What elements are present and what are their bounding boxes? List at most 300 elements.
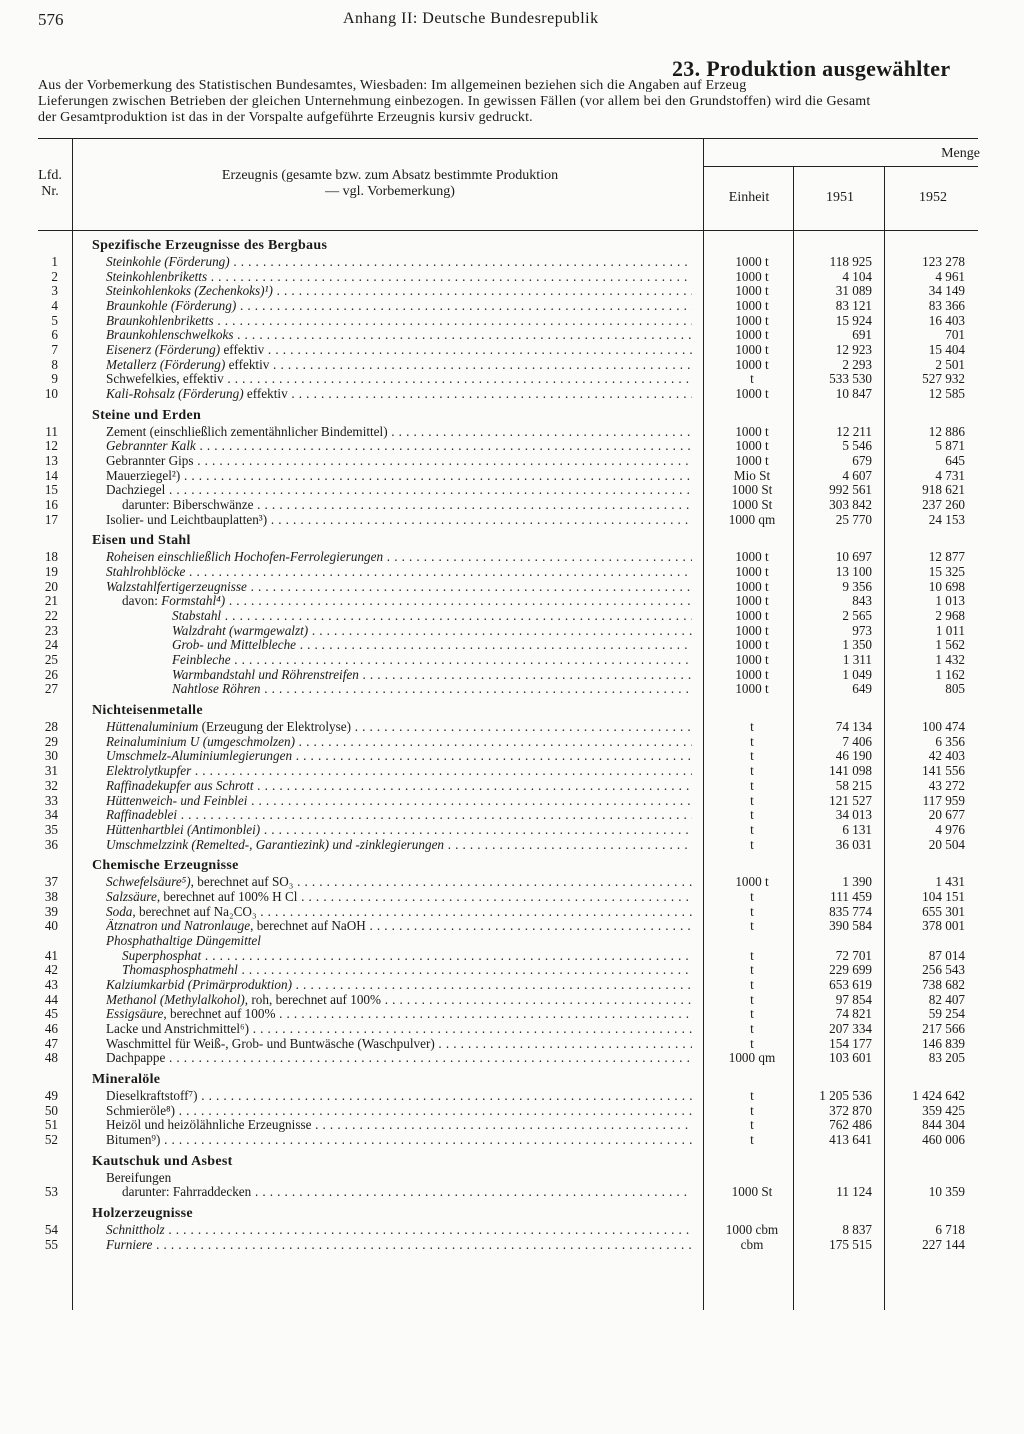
value-1952: 10 359 [928,1184,965,1200]
table-row [0,387,1024,402]
product-name: Feinbleche [172,653,231,668]
unit-cell: 1000 t [735,874,769,890]
value-1951: 2 293 [842,356,872,372]
value-1951: 12 211 [836,423,872,439]
table-row [0,624,1024,639]
value-1951: 1 390 [842,874,872,890]
product-label [106,1022,692,1037]
product-label [106,1037,692,1052]
table-row [0,1007,1024,1022]
unit-cell: t [750,1035,754,1051]
value-1951: 413 641 [829,1131,872,1147]
product-name: Steinkohlenkoks (Zechenkoks)¹) [106,284,273,299]
unit-cell: t [750,991,754,1007]
value-1952: 1 424 642 [912,1087,965,1103]
unit-cell: 1000 t [735,564,769,580]
row-number: 27 [44,681,58,697]
product-name: Warmbandstahl und Röhrenstreifen [172,667,359,682]
table-row [0,749,1024,764]
table-row [0,425,1024,440]
product-label [106,794,692,809]
value-1951: 1 205 536 [819,1087,872,1103]
product-name: Hüttenaluminium [106,720,199,735]
product-name: Roheisen einschließlich Hochofen-Ferrolegierungen [106,550,384,565]
unit-cell: 1000 t [735,356,769,372]
product-label-suffix: (Erzeugung der Elektrolyse) [198,720,352,735]
table-row [0,794,1024,809]
unit-cell: 1000 t [735,438,769,454]
product-name: Waschmittel für Weiß-, Grob- und Buntwäsche (Waschpulver) [106,1036,435,1051]
product-label [122,1185,692,1200]
product-label [106,469,692,484]
product-name: Hüttenweich- und Feinblei [106,793,248,808]
product-label-suffix: , berechnet auf Na₂CO₃ [132,904,257,919]
value-1952: 6 718 [935,1221,965,1237]
product-label-suffix: effektiv [220,343,265,358]
table-row [0,1133,1024,1148]
table-row [0,993,1024,1008]
row-number: 52 [44,1131,58,1147]
value-1951: 25 770 [835,511,872,527]
table-row [0,372,1024,387]
unit-cell: t [750,1102,754,1118]
table-row [0,328,1024,343]
menge-rule [703,166,978,167]
table-row [0,978,1024,993]
unit-cell: 1000 t [735,578,769,594]
product-name: Mauerziegel²) [106,468,181,483]
product-name: Lacke und Anstrichmittel⁶) [106,1021,250,1036]
row-number: 1 [51,254,58,269]
unit-cell: t [750,1006,754,1022]
product-name: Schwefelsäure⁵) [106,875,191,890]
table-row [0,1051,1024,1066]
table-row [0,299,1024,314]
value-1951: 4 607 [842,467,872,483]
product-label [106,387,692,402]
value-1951: 1 311 [842,652,872,668]
value-1951: 691 [852,327,872,343]
value-1952: 123 278 [922,254,965,269]
table-row [0,764,1024,779]
product-name: Schnittholz [106,1222,165,1237]
table-row [0,638,1024,653]
value-1952: 59 254 [928,1006,965,1022]
unit-cell: 1000 cbm [725,1221,779,1237]
row-number: 17 [44,511,58,527]
product-label [106,735,692,750]
value-1951: 175 515 [829,1236,872,1252]
table-row [0,735,1024,750]
row-number: 3 [51,283,58,299]
row-number: 18 [44,549,58,565]
table-row [0,1037,1024,1052]
unit-cell: 1000 qm [728,1050,776,1066]
value-1951: 15 924 [835,312,872,328]
value-1952: 217 566 [922,1020,965,1036]
value-1952: 844 304 [922,1117,965,1133]
section-heading-text: Mineralöle [92,1071,161,1087]
value-1952: 227 144 [922,1236,965,1252]
value-1951: 46 190 [835,748,872,764]
section-heading [0,1200,1024,1223]
table-row [0,779,1024,794]
product-name: Gebrannter Kalk [106,439,196,454]
product-name: Dieselkraftstoff⁷) [106,1088,198,1103]
value-1951: 74 821 [835,1006,872,1022]
value-1951: 229 699 [829,962,872,978]
section-heading [0,232,1024,255]
value-1951: 649 [852,681,872,697]
unit-cell: t [750,807,754,823]
product-name: Stabstahl [172,609,222,624]
section-title: 23. Produktion ausgewählter [672,56,951,81]
value-1951: 973 [852,622,872,638]
table-row [0,255,1024,270]
value-1952: 1 432 [935,652,965,668]
value-1952: 645 [945,453,965,469]
row-number: 8 [51,356,58,372]
unit-cell: t [750,1087,754,1103]
value-1952: 460 006 [922,1131,965,1147]
row-number: 51 [44,1117,58,1133]
value-1952: 10 698 [928,578,965,594]
table-row [0,1238,1024,1253]
product-label-suffix: , roh, berechnet auf 100% [244,992,382,1007]
product-label [106,255,692,270]
product-name: Thomasphosphatmehl [122,963,238,978]
product-name: Kalziumkarbid (Primärproduktion) [106,977,292,992]
product-label [106,513,692,528]
table-row [0,875,1024,890]
value-1952: 1 013 [935,593,965,609]
value-1951: 83 121 [835,298,872,314]
row-number: 36 [44,836,58,852]
table-row [0,1223,1024,1238]
value-1952: 141 556 [922,763,965,779]
row-number: 43 [44,976,58,992]
row-number: 2 [51,268,58,284]
product-name: Eisenerz (Förderung) [106,343,221,358]
table-row [0,594,1024,609]
value-1952: 43 272 [928,777,965,793]
product-name: Phosphathaltige Düngemittel [106,933,261,948]
product-label [122,498,692,513]
header-year-1951: 1951 [826,190,854,205]
value-1952: 82 407 [928,991,965,1007]
section-heading-text: Spezifische Erzeugnisse des Bergbaus [92,238,328,253]
value-1952: 6 356 [935,733,965,749]
product-label-suffix: effektiv [243,387,288,402]
product-name: Dachpappe [106,1051,166,1066]
table-row [0,963,1024,978]
value-1951: 8 837 [842,1221,872,1237]
row-number: 15 [44,482,58,498]
value-1952: 1 562 [935,637,965,653]
value-1952: 738 682 [922,976,965,992]
table-top-rule [38,138,978,139]
value-1952: 4 976 [935,821,965,837]
value-1951: 992 561 [829,482,872,498]
table-row [0,919,1024,934]
unit-cell: t [750,962,754,978]
header-lfd-nr: Lfd. Nr. [38,168,62,199]
section-heading [0,1066,1024,1089]
product-label [106,425,692,440]
value-1951: 12 923 [835,342,872,358]
table-row [0,439,1024,454]
table-row [0,483,1024,498]
value-1952: 1 011 [935,622,965,638]
row-number: 31 [44,763,58,779]
unit-cell: 1000 St [731,482,773,498]
unit-cell: 1000 t [735,312,769,328]
product-label [106,439,692,454]
value-1952: 83 205 [928,1050,965,1066]
unit-cell: 1000 t [735,622,769,638]
value-1952: 12 886 [928,423,965,439]
product-label [106,720,692,735]
product-label [122,963,692,978]
row-number: 32 [44,777,58,793]
value-1952: 87 014 [928,947,965,963]
value-1951: 9 356 [842,578,872,594]
value-1951: 6 131 [842,821,872,837]
product-name: Braunkohlenbriketts [106,313,214,328]
row-number: 38 [44,888,58,904]
product-label [172,624,692,639]
product-label [122,949,692,964]
value-1952: 12 585 [928,386,965,402]
value-1951: 13 100 [835,564,872,580]
value-1952: 15 404 [928,342,965,358]
table-row [0,580,1024,595]
value-1951: 154 177 [829,1035,872,1051]
unit-cell: 1000 t [735,652,769,668]
section-heading-text: Steine und Erden [92,407,202,423]
product-label [106,1133,692,1148]
unit-cell: 1000 t [735,608,769,624]
table-row [0,668,1024,683]
product-label [172,653,692,668]
value-1951: 141 098 [829,763,872,779]
product-label [172,682,692,697]
table-row [0,513,1024,528]
product-name: Methanol (Methylalkohol) [106,992,245,1007]
value-1952: 4 731 [935,467,965,483]
row-number: 34 [44,807,58,823]
product-name: Elektrolytkupfer [106,764,192,779]
unit-cell: 1000 t [735,666,769,682]
product-name: Reinaluminium U (umgeschmolzen) [106,734,295,749]
product-name: Schmieröle⁸) [106,1103,176,1118]
row-number: 23 [44,622,58,638]
value-1951: 31 089 [835,283,872,299]
value-1952: 117 959 [922,792,965,808]
table-row [0,1022,1024,1037]
product-name: Braunkohle (Förderung) [106,299,237,314]
row-number: 11 [45,423,58,439]
unit-cell: t [750,748,754,764]
product-label [106,890,692,905]
product-name: Steinkohle (Förderung) [106,255,230,269]
table-row [0,934,1024,949]
value-1952: 5 871 [935,438,965,454]
section-heading [0,852,1024,875]
table-row [0,550,1024,565]
unit-cell: 1000 t [735,386,769,402]
product-label [106,905,692,920]
product-label [172,638,692,653]
product-label [106,808,692,823]
product-name: Umschmelzzink (Remelted-, Garantiezink) und -zinklegierungen [106,837,445,852]
product-name: Stahlrohblöcke [106,565,186,580]
unit-cell: 1000 t [735,254,769,269]
header-year-1952: 1952 [919,190,947,205]
row-number: 28 [44,719,58,735]
table-row [0,358,1024,373]
product-label [106,1104,692,1119]
product-name: Metallerz (Förderung) [106,357,226,372]
value-1951: 372 870 [829,1102,872,1118]
product-label [106,1051,692,1066]
table-row [0,270,1024,285]
row-number: 21 [44,593,58,609]
value-1951: 36 031 [835,836,872,852]
product-label [106,1007,692,1022]
product-label [106,483,692,498]
value-1951: 72 701 [835,947,872,963]
page-number: 576 [38,10,64,29]
product-name: Walzdraht (warmgewalzt) [172,623,309,638]
value-1952: 378 001 [922,918,965,934]
unit-cell: 1000 St [731,1184,773,1200]
unit-cell: 1000 St [731,497,773,513]
value-1951: 111 459 [830,888,872,904]
row-number: 49 [44,1087,58,1103]
product-label [122,594,692,609]
table-row [0,498,1024,513]
row-number: 5 [51,312,58,328]
row-number: 4 [51,298,58,314]
value-1951: 97 854 [835,991,872,1007]
value-1952: 359 425 [922,1102,965,1118]
product-label [106,343,692,358]
product-name: Umschmelz-Aluminiumlegierungen [106,749,293,764]
product-name: Soda [106,904,133,919]
product-label-suffix: , berechnet auf 100% [163,1007,276,1022]
unit-cell: t [750,777,754,793]
product-label [106,1118,692,1133]
section-heading [0,1148,1024,1171]
product-label [106,823,692,838]
unit-cell: t [750,1020,754,1036]
value-1951: 11 124 [836,1184,872,1200]
value-1951: 533 530 [829,371,872,387]
row-number: 41 [44,947,58,963]
product-label [106,934,692,949]
unit-cell: t [750,792,754,808]
table-row [0,454,1024,469]
product-label-suffix: effektiv [225,357,270,372]
product-label [106,299,692,314]
row-number: 44 [44,991,58,1007]
unit-cell: t [750,733,754,749]
value-1951: 1 350 [842,637,872,653]
product-name: Furniere [106,1237,153,1252]
product-label [106,875,692,890]
value-1951: 207 334 [829,1020,872,1036]
value-1952: 655 301 [922,903,965,919]
value-1952: 34 149 [928,283,965,299]
row-number: 33 [44,792,58,808]
value-1952: 104 151 [922,888,965,904]
value-1952: 42 403 [928,748,965,764]
value-1952: 1 162 [935,666,965,682]
value-1952: 527 932 [922,371,965,387]
product-label [106,372,692,387]
product-label [106,1238,692,1253]
table-row [0,838,1024,853]
row-number: 7 [51,342,58,358]
table-row [0,682,1024,697]
value-1952: 1 431 [935,874,965,890]
product-label [106,1171,692,1186]
product-label [106,270,692,285]
value-1951: 762 486 [829,1117,872,1133]
row-number: 14 [44,467,58,483]
table-row [0,890,1024,905]
product-name: Bereifungen [106,1170,172,1185]
section-heading-text: Holzerzeugnisse [92,1205,193,1221]
row-number: 50 [44,1102,58,1118]
value-1952: 918 621 [922,482,965,498]
product-label-suffix: , berechnet auf 100% H Cl [156,889,298,904]
row-number: 12 [44,438,58,454]
unit-cell: t [750,763,754,779]
value-1952: 146 839 [922,1035,965,1051]
value-1952: 100 474 [922,719,965,735]
table-row [0,1118,1024,1133]
product-name: Dachziegel [106,483,166,498]
product-name: Salzsäure [106,889,157,904]
row-number: 30 [44,748,58,764]
value-1951: 390 584 [829,918,872,934]
table-row [0,284,1024,299]
row-number: 35 [44,821,58,837]
table-row [0,314,1024,329]
row-number: 19 [44,564,58,580]
row-number: 13 [44,453,58,469]
section-heading-text: Nichteisenmetalle [92,703,203,719]
unit-cell: 1000 t [735,283,769,299]
row-number: 45 [44,1006,58,1022]
value-1952: 24 153 [928,511,965,527]
row-number: 42 [44,962,58,978]
value-1951: 118 925 [829,254,872,269]
table-row [0,720,1024,735]
intro-line: Aus der Vorbemerkung des Statistischen Bundesamtes, Wiesbaden: Im allgemeinen beziehen sich die Angaben auf Erzeug [38,78,747,93]
value-1952: 701 [945,327,965,343]
product-label [106,838,692,853]
product-name: Schwefelkies, effektiv [106,372,224,387]
value-1952: 12 877 [928,549,965,565]
product-label [106,565,692,580]
unit-cell: 1000 t [735,268,769,284]
row-number: 46 [44,1020,58,1036]
product-label [106,764,692,779]
section-heading-text: Kautschuk und Asbest [92,1153,233,1169]
